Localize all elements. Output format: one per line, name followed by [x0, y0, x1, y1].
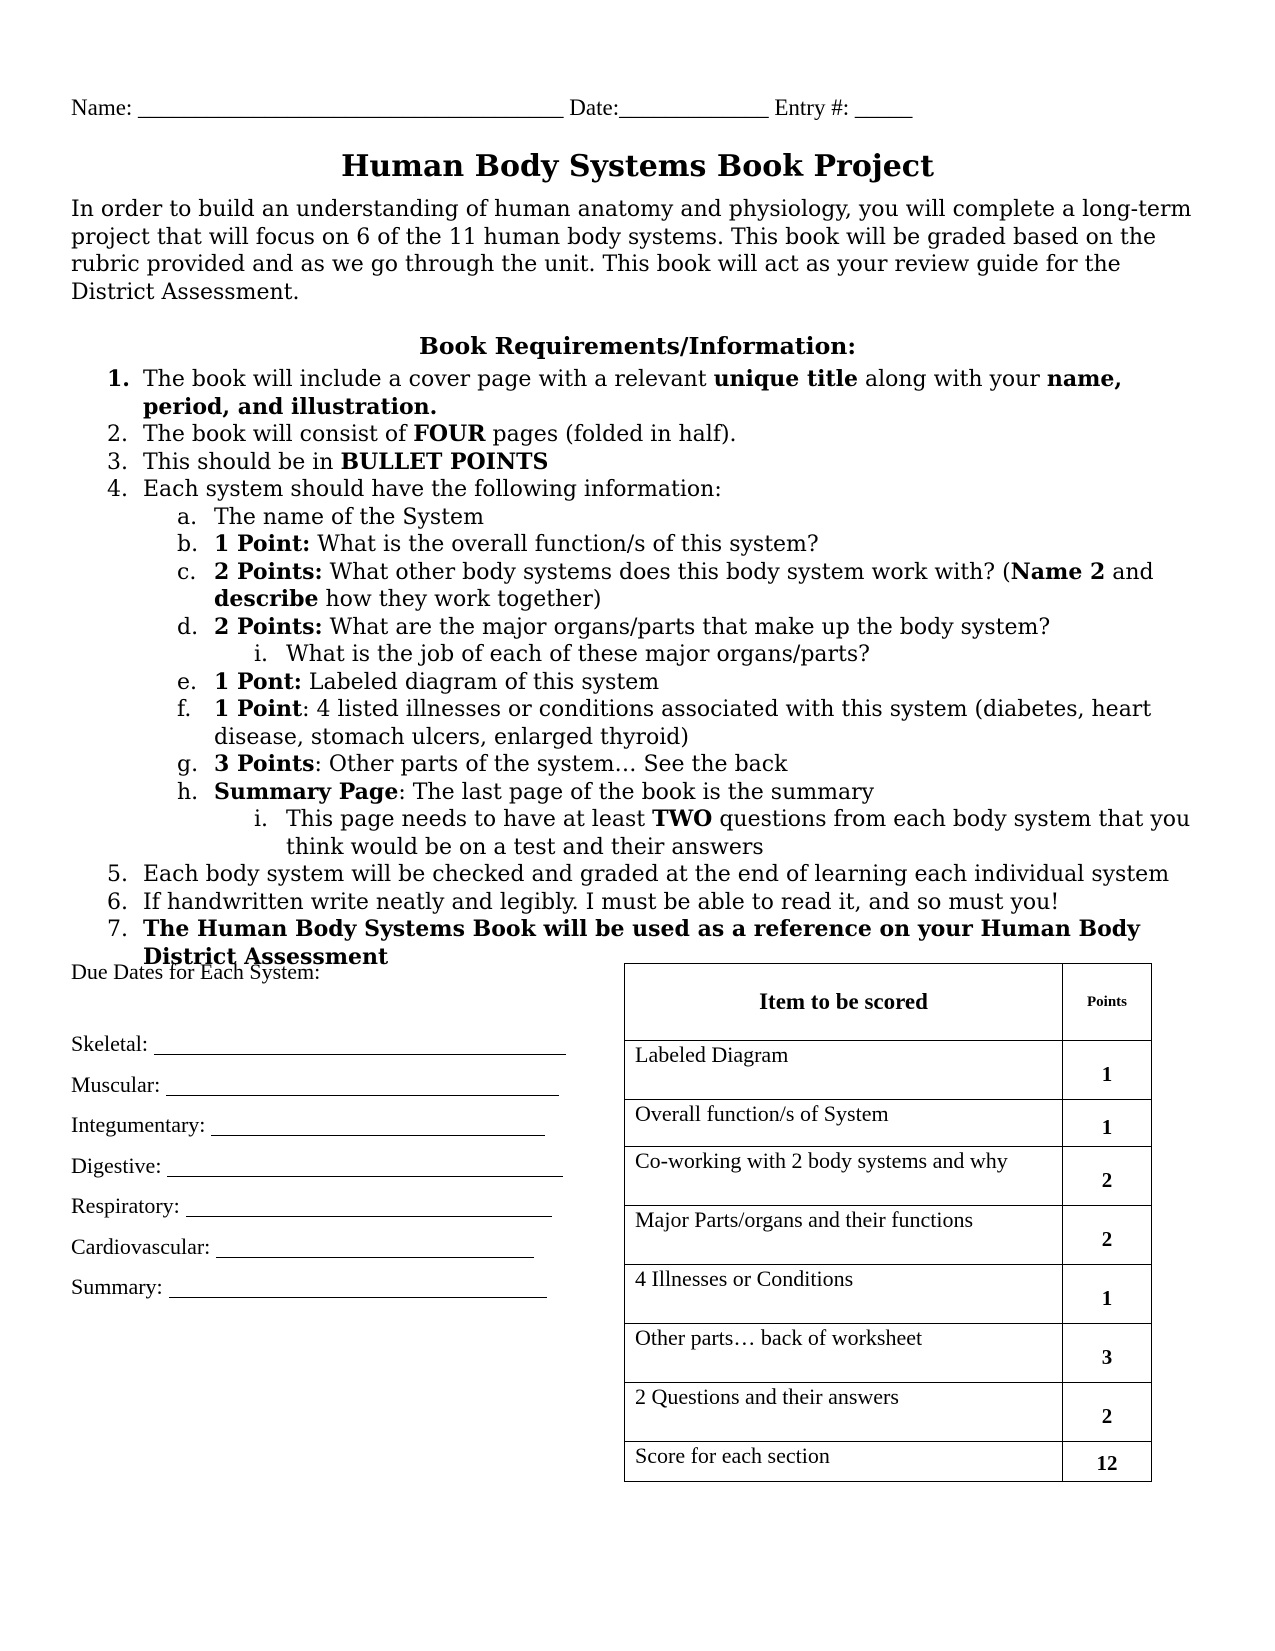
- item-text: Each body system will be checked and graded at the end of learning each individual system: [143, 862, 1170, 887]
- item-text: pages (folded in half).: [485, 422, 737, 447]
- requirement-item-6: [71, 889, 1206, 917]
- due-dates-list: [71, 1030, 601, 1314]
- rubric-table: [624, 963, 1152, 1482]
- date-blank[interactable]: [186, 1192, 552, 1217]
- requirements-heading: Book Requirements/Information:: [418, 332, 857, 360]
- sub-item-e: [71, 669, 1206, 697]
- date-blank[interactable]: [167, 1152, 563, 1177]
- sub-item-b: [71, 531, 1206, 559]
- due-date-row-respiratory: [71, 1192, 601, 1233]
- due-date-row-integumentary: [71, 1111, 601, 1152]
- sub-item-d-i: [71, 641, 1206, 669]
- rubric-points: 2: [1063, 1383, 1152, 1442]
- item-number: 6.: [107, 889, 128, 915]
- rubric-item: Score for each section: [625, 1442, 1063, 1482]
- sub-letter: c.: [177, 559, 197, 585]
- rubric-points: 1: [1063, 1100, 1152, 1147]
- item-text: and: [1105, 559, 1154, 585]
- rubric-points: 2: [1063, 1147, 1152, 1206]
- sub-letter: e.: [177, 669, 198, 695]
- item-emphasis: BULLET POINTS: [340, 448, 549, 475]
- item-emphasis: Name 2: [1010, 558, 1106, 585]
- sub-item-h-i: [71, 806, 1206, 861]
- item-emphasis: The Human Body Systems Book will be used as a reference on your Human Body District Assessment: [143, 916, 1140, 970]
- table-row: [625, 1041, 1152, 1100]
- system-label: Digestive:: [71, 1152, 162, 1178]
- item-number: 4.: [107, 477, 128, 502]
- sub-item-a: [71, 504, 1206, 532]
- rubric-header-points: Points: [1063, 964, 1152, 1041]
- date-blank[interactable]: [154, 1030, 566, 1055]
- system-label: Integumentary:: [71, 1112, 206, 1137]
- rubric-item: 2 Questions and their answers: [625, 1383, 1063, 1442]
- item-text: What are the major organs/parts that make up the body system?: [322, 614, 1051, 640]
- item-emphasis: describe: [214, 586, 319, 612]
- item-number: 1.: [107, 366, 130, 392]
- rubric-header-row: [625, 964, 1152, 1041]
- table-row: [625, 1265, 1152, 1324]
- points-label: 1 Point:: [214, 531, 311, 557]
- system-label: Summary:: [71, 1274, 163, 1299]
- points-label: 3 Points: [214, 751, 315, 777]
- date-blank[interactable]: [166, 1071, 559, 1096]
- due-date-row-skeletal: [71, 1030, 601, 1071]
- system-label: Respiratory:: [71, 1193, 180, 1218]
- points-label: 2 Points:: [214, 613, 323, 640]
- item-text: how they work together): [318, 587, 602, 612]
- item-text: This page needs to have at least: [286, 807, 653, 832]
- item-text: The book will include a cover page with a relevant: [143, 367, 714, 392]
- rubric-item: Overall function/s of System: [625, 1100, 1063, 1147]
- requirements-list: [71, 366, 1206, 971]
- table-row-total: [625, 1442, 1152, 1482]
- system-label: Muscular:: [71, 1071, 161, 1097]
- item-text: along with your: [857, 367, 1047, 392]
- table-row: [625, 1206, 1152, 1265]
- requirement-item-3: [71, 449, 1206, 477]
- sub-letter: b.: [177, 532, 199, 557]
- sub-item-d: [71, 614, 1206, 642]
- sub-item-g: [71, 751, 1206, 779]
- item-number: 3.: [107, 449, 128, 475]
- table-row: [625, 1383, 1152, 1442]
- rubric-points: 1: [1063, 1041, 1152, 1100]
- item-text: If handwritten write neatly and legibly. I must be able to read it, and so must you!: [143, 889, 1060, 915]
- item-emphasis: unique title: [713, 366, 858, 392]
- sub-letter: f.: [177, 697, 192, 722]
- date-blank[interactable]: [211, 1111, 545, 1136]
- rubric-item: Labeled Diagram: [625, 1041, 1063, 1100]
- sub-roman: i.: [254, 807, 269, 832]
- due-date-row-summary: [71, 1273, 601, 1314]
- rubric-item: 4 Illnesses or Conditions: [625, 1265, 1063, 1324]
- item-text: What is the overall function/s of this system?: [310, 532, 819, 557]
- date-blank[interactable]: [169, 1273, 547, 1298]
- sub-letter: h.: [177, 779, 199, 805]
- due-date-row-muscular: [71, 1071, 601, 1112]
- item-text: This should be in: [143, 449, 341, 475]
- sub-item-c: [71, 559, 1206, 614]
- points-label: 1 Pont:: [214, 668, 302, 695]
- item-text: What other body systems does this body system work with? (: [322, 559, 1011, 585]
- rubric-points-total: 12: [1063, 1442, 1152, 1482]
- item-emphasis: FOUR: [413, 421, 486, 447]
- requirement-item-4: [71, 476, 1206, 504]
- due-dates-label: Due Dates for Each System:: [71, 959, 321, 984]
- rubric-points: 3: [1063, 1324, 1152, 1383]
- item-text: : 4 listed illnesses or conditions associated with this system (diabetes, heart disease, stomach ulcers, enlarged thyroid): [214, 697, 1152, 750]
- date-blank[interactable]: [216, 1233, 534, 1258]
- page-title: Human Body Systems Book Project: [341, 149, 934, 184]
- points-label: Summary Page: [214, 778, 399, 805]
- item-text: : The last page of the book is the summary: [398, 779, 875, 805]
- item-number: 2.: [107, 422, 128, 447]
- sub-letter: d.: [177, 614, 199, 640]
- sub-roman: i.: [254, 642, 269, 667]
- rubric-item: Co-working with 2 body systems and why: [625, 1147, 1063, 1206]
- points-label: 1 Point: [214, 696, 303, 722]
- rubric-header-item: Item to be scored: [625, 964, 1063, 1041]
- points-label: 2 Points:: [214, 558, 323, 585]
- due-date-row-digestive: [71, 1152, 601, 1193]
- intro-paragraph: In order to build an understanding of human anatomy and physiology, you will complete a long-term project that will focus on 6 of the 11 human body systems. This book will be graded based on the rubric provided and as we go through the unit. This book will act as your review guide for the District Assessment.: [71, 197, 1192, 305]
- sub-letter: g.: [177, 752, 199, 777]
- item-text: The name of the System: [214, 504, 484, 530]
- requirement-item-1: [71, 366, 1206, 421]
- rubric-item: Other parts… back of worksheet: [625, 1324, 1063, 1383]
- requirement-item-5: [71, 861, 1206, 889]
- rubric-item: Major Parts/organs and their functions: [625, 1206, 1063, 1265]
- student-info-line: Name: _____________________________________ Date:_____________ Entry #: _____: [71, 95, 913, 120]
- rubric-points: 2: [1063, 1206, 1152, 1265]
- item-number: 7.: [107, 917, 128, 942]
- system-label: Cardiovascular:: [71, 1233, 211, 1259]
- sub-letter: a.: [177, 504, 198, 530]
- table-row: [625, 1100, 1152, 1147]
- rubric-points: 1: [1063, 1265, 1152, 1324]
- item-number: 5.: [107, 862, 128, 887]
- item-emphasis: name, period, and illustration.: [143, 366, 1123, 420]
- system-label: Skeletal:: [71, 1031, 148, 1056]
- item-text: What is the job of each of these major organs/parts?: [286, 642, 870, 667]
- item-emphasis: TWO: [652, 806, 713, 832]
- requirement-item-2: [71, 421, 1206, 449]
- item-text: Labeled diagram of this system: [301, 669, 660, 695]
- item-text: Each system should have the following information:: [143, 477, 722, 502]
- item-text: : Other parts of the system… See the back: [314, 752, 788, 777]
- sub-item-f: [71, 696, 1206, 751]
- table-row: [625, 1147, 1152, 1206]
- due-date-row-cardiovascular: [71, 1233, 601, 1274]
- item-text: questions from each body system that you think would be on a test and their answers: [286, 807, 1191, 860]
- sub-item-h: [71, 779, 1206, 807]
- item-text: The book will consist of: [143, 422, 414, 447]
- table-row: [625, 1324, 1152, 1383]
